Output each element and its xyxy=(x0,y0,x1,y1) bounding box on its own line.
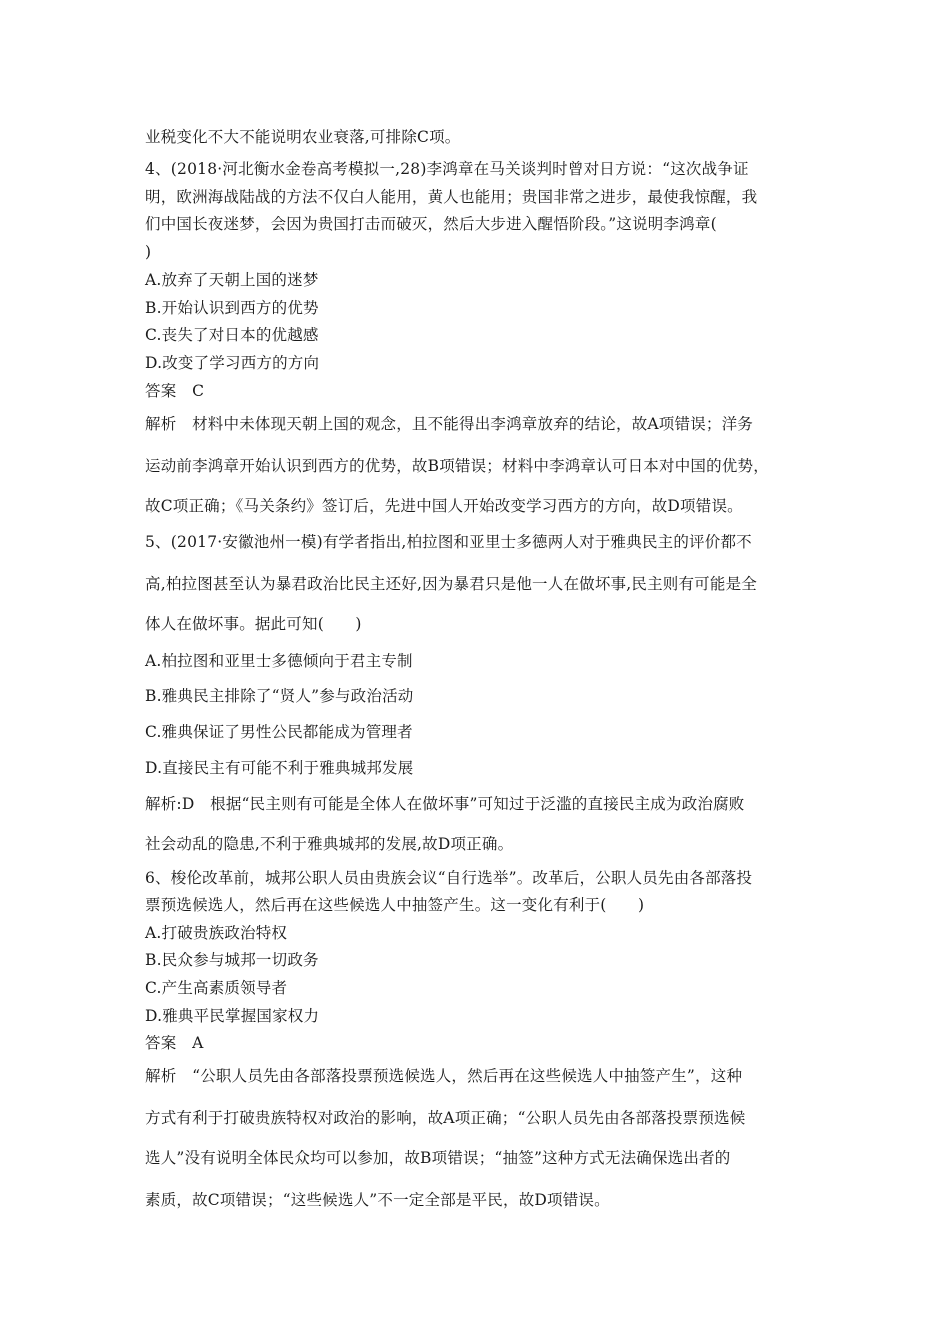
text-line: 运动前李鸿章开始认识到西方的优势，故B项错误；材料中李鸿章认可日本对中国的优势， xyxy=(145,457,769,475)
explanation: 解析 材料中未体现天朝上国的观念，且不能得出李鸿章放弃的结论，故A项错误；洋务 xyxy=(145,415,753,433)
option-c: C.产生高素质领导者 xyxy=(145,979,288,997)
explanation: 解析:D 根据“民主则有可能是全体人在做坏事”可知过于泛滥的直接民主成为政治腐败 xyxy=(145,795,745,813)
text-line: 明，欧洲海战陆战的方法不仅白人能用，黄人也能用；贵国非常之进步，最使我惊醒，我 xyxy=(145,188,758,206)
option-c: C.丧失了对日本的优越感 xyxy=(145,326,319,344)
answer-label: 答案 C xyxy=(145,382,205,400)
text-line: 高,柏拉图甚至认为暴君政治比民主还好,因为暴君只是他一人在做坏事,民主则有可能是全 xyxy=(145,575,757,593)
option-d: D.改变了学习西方的方向 xyxy=(145,354,320,372)
option-d: D.雅典平民掌握国家权力 xyxy=(145,1007,320,1025)
option-d: D.直接民主有可能不利于雅典城邦发展 xyxy=(145,759,414,777)
option-a: A.打破贵族政治特权 xyxy=(145,924,288,942)
option-c: C.雅典保证了男性公民都能成为管理者 xyxy=(145,723,413,741)
question-5-stem: 5、(2017·安徽池州一模)有学者指出,柏拉图和亚里士多德两人对于雅典民主的评价都不 xyxy=(145,533,752,551)
answer-label: 答案 A xyxy=(145,1034,204,1052)
text-line: 选人”没有说明全体民众均可以参加，故B项错误；“抽签”这种方式无法确保选出者的 xyxy=(145,1149,731,1167)
option-a: A.放弃了天朝上国的迷梦 xyxy=(145,271,319,289)
option-b: B.开始认识到西方的优势 xyxy=(145,299,319,317)
question-6-stem: 6、梭伦改革前，城邦公职人员由贵族会议“自行选举”。改革后，公职人员先由各部落投 xyxy=(145,869,753,887)
text-line: 故C项正确；《马关条约》签订后，先进中国人开始改变学习西方的方向，故D项错误。 xyxy=(145,497,743,515)
text-line: 社会动乱的隐患,不利于雅典城邦的发展,故D项正确。 xyxy=(145,835,514,853)
text-line: 业税变化不大不能说明农业衰落,可排除C项。 xyxy=(145,128,461,146)
option-b: B.雅典民主排除了“贤人”参与政治活动 xyxy=(145,687,414,705)
text-line: 票预选候选人，然后再在这些候选人中抽签产生。这一变化有利于( ) xyxy=(145,896,645,914)
text-line: 方式有利于打破贵族特权对政治的影响，故A项正确；“公职人员先由各部落投票预选候 xyxy=(145,1109,746,1127)
text-line: 素质，故C项错误；“这些候选人”不一定全部是平民，故D项错误。 xyxy=(145,1191,610,1209)
text-line: 体人在做坏事。据此可知( ) xyxy=(145,615,362,633)
option-b: B.民众参与城邦一切政务 xyxy=(145,951,319,969)
option-a: A.柏拉图和亚里士多德倾向于君主专制 xyxy=(145,652,413,670)
explanation: 解析 “公职人员先由各部落投票预选候选人，然后再在这些候选人中抽签产生”，这种 xyxy=(145,1067,743,1085)
question-4-stem: 4、(2018·河北衡水金卷高考模拟一,28)李鸿章在马关谈判时曾对日方说：“这次战争证 xyxy=(145,160,749,178)
text-line: ) xyxy=(145,243,152,261)
text-line: 们中国长夜迷梦，会因为贵国打击而破灭，然后大步进入醒悟阶段。”这说明李鸿章( xyxy=(145,215,717,233)
